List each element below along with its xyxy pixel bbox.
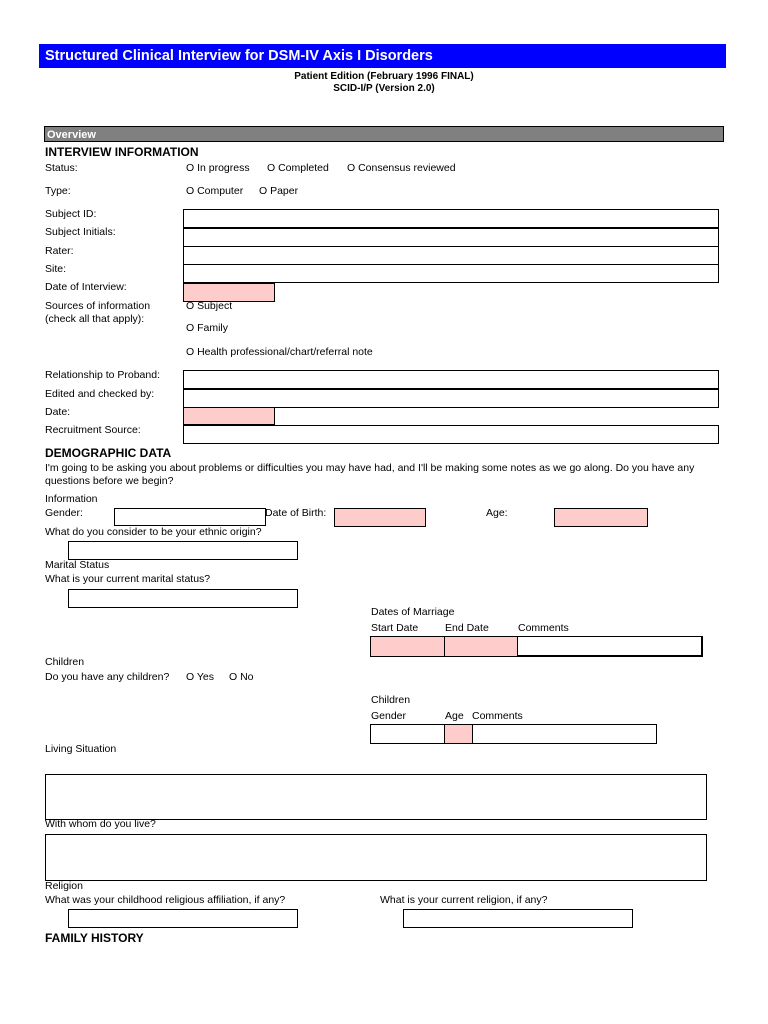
dob-label: Date of Birth: <box>265 507 327 519</box>
marriage-start-date-field[interactable] <box>370 636 445 657</box>
end-date-label: End Date <box>445 622 489 634</box>
children-question: Do you have any children? <box>45 671 170 683</box>
information-label: Information <box>45 493 98 505</box>
age-field[interactable] <box>554 508 648 527</box>
site-field[interactable] <box>183 264 719 283</box>
recruitment-label: Recruitment Source: <box>45 424 141 436</box>
marital-status-question: What is your current marital status? <box>45 573 211 585</box>
subject-initials-label: Subject Initials: <box>45 226 116 238</box>
child-age-field[interactable] <box>444 724 473 744</box>
subject-initials-field[interactable] <box>183 228 719 247</box>
family-history-heading: FAMILY HISTORY <box>45 931 144 945</box>
start-date-label: Start Date <box>371 622 419 634</box>
child-comments-field[interactable] <box>472 724 657 744</box>
children-yes-radio[interactable]: O Yes <box>186 671 215 683</box>
living-situation-field[interactable] <box>45 774 707 820</box>
subject-id-label: Subject ID: <box>45 208 97 220</box>
status-consensus-radio[interactable]: O Consensus reviewed <box>347 162 456 174</box>
relationship-label: Relationship to Proband: <box>45 369 160 381</box>
source-subject-checkbox[interactable]: O Subject <box>186 300 233 312</box>
subject-id-field[interactable] <box>183 209 719 228</box>
demographic-intro: I'm going to be asking you about problems or difficulties you may have had, and I'll be making some notes as we go along. Do you have any questions before we begin? <box>45 462 695 487</box>
site-label: Site: <box>45 263 67 275</box>
ethnic-origin-field[interactable] <box>68 541 298 560</box>
demographic-heading: DEMOGRAPHIC DATA <box>45 446 172 460</box>
marital-status-heading: Marital Status <box>45 559 110 571</box>
source-family-checkbox[interactable]: O Family <box>186 322 228 334</box>
rater-label: Rater: <box>45 245 74 257</box>
source-health-professional-checkbox[interactable]: O Health professional/chart/referral note <box>186 346 373 358</box>
children-table-title: Children <box>371 694 411 706</box>
gender-field[interactable] <box>114 508 266 526</box>
interview-info-heading: INTERVIEW INFORMATION <box>45 145 199 159</box>
rater-field[interactable] <box>183 246 719 265</box>
living-situation-heading: Living Situation <box>45 743 117 755</box>
type-paper-radio[interactable]: O Paper <box>259 185 299 197</box>
version-line: SCID-I/P (Version 2.0) <box>333 83 435 94</box>
marriage-comments-field[interactable] <box>517 636 703 657</box>
dates-of-marriage-label: Dates of Marriage <box>371 606 455 618</box>
children-gender-label: Gender <box>371 710 407 722</box>
with-whom-field[interactable] <box>45 834 707 881</box>
edited-by-label: Edited and checked by: <box>45 388 155 400</box>
with-whom-question: With whom do you live? <box>45 818 156 830</box>
children-comments-label: Comments <box>472 710 523 722</box>
child-gender-field[interactable] <box>370 724 445 744</box>
recruitment-field[interactable] <box>183 425 719 444</box>
date-of-interview-label: Date of Interview: <box>45 281 127 293</box>
ethnic-origin-question: What do you consider to be your ethnic origin? <box>45 526 262 538</box>
edited-by-field[interactable] <box>183 389 719 408</box>
marriage-comments-label: Comments <box>518 622 569 634</box>
status-label: Status: <box>45 162 78 174</box>
type-label: Type: <box>45 185 71 197</box>
sources-label-line2: (check all that apply): <box>45 313 145 325</box>
religion-heading: Religion <box>45 880 83 892</box>
status-in-progress-radio[interactable]: O In progress <box>186 162 250 174</box>
sources-label-line1: Sources of information <box>45 300 151 312</box>
date-label: Date: <box>45 406 71 418</box>
overview-bar: Overview <box>44 126 724 142</box>
marital-status-field[interactable] <box>68 589 298 608</box>
status-completed-radio[interactable]: O Completed <box>267 162 329 174</box>
children-heading: Children <box>45 656 85 668</box>
date-field[interactable] <box>183 407 275 425</box>
current-religion-question: What is your current religion, if any? <box>380 894 548 906</box>
dob-field[interactable] <box>334 508 426 527</box>
type-computer-radio[interactable]: O Computer <box>186 185 244 197</box>
children-age-label: Age <box>445 710 464 722</box>
marriage-end-date-field[interactable] <box>444 636 518 657</box>
gender-label: Gender: <box>45 507 83 519</box>
relationship-field[interactable] <box>183 370 719 389</box>
childhood-religion-question: What was your childhood religious affiliation, if any? <box>45 894 286 906</box>
form-title: Structured Clinical Interview for DSM-IV Axis I Disorders <box>39 44 726 68</box>
edition-line: Patient Edition (February 1996 FINAL) <box>294 71 474 82</box>
children-no-radio[interactable]: O No <box>229 671 254 683</box>
age-label: Age: <box>486 507 508 519</box>
current-religion-field[interactable] <box>403 909 633 928</box>
childhood-religion-field[interactable] <box>68 909 298 928</box>
